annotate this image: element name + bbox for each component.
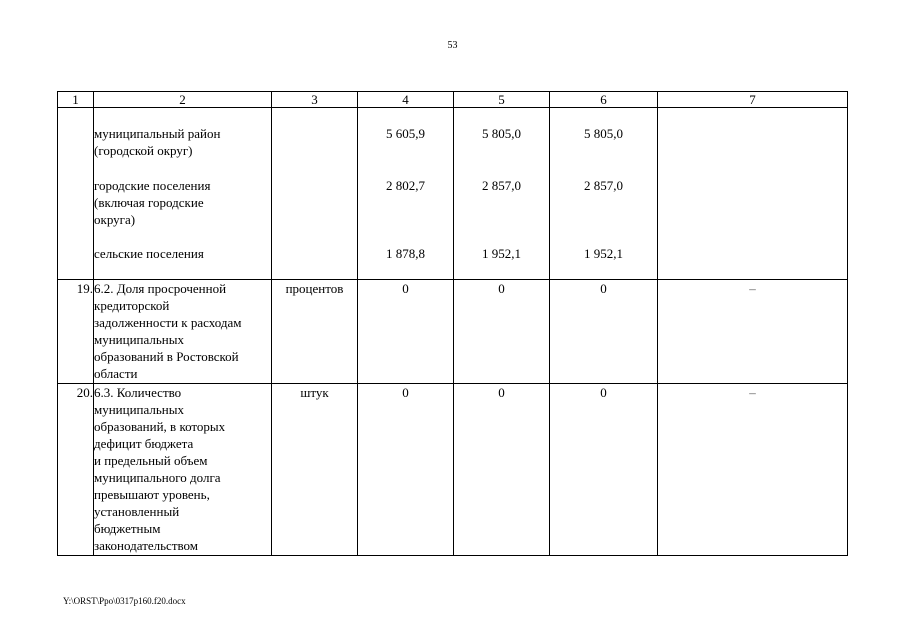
num-cell	[58, 108, 94, 280]
value-cell-4: 0	[358, 384, 454, 556]
subrow-value: 1 952,1	[584, 246, 623, 261]
table-row	[58, 280, 848, 384]
header-cell: 1	[58, 92, 94, 108]
value-cell-4	[358, 108, 454, 280]
name-cell: 6.3. Количество муниципальных образований, в которых дефицит бюджета и предельный объем муниципального долга превышают уровень, установленный бюджетным законодательством	[94, 384, 272, 556]
subrow-value: 2 802,7	[386, 178, 425, 193]
value-cell-6	[550, 108, 658, 280]
subrow-value: 1 878,8	[386, 246, 425, 261]
subrow-value: 5 605,9	[386, 126, 425, 141]
value-cell-5: 0	[454, 280, 550, 384]
name-cell: 6.2. Доля просроченной кредиторской задолженности к расходам муниципальных образований в Ростовской области	[94, 280, 272, 384]
subrow-value: 2 857,0	[482, 178, 521, 193]
name-cell	[94, 108, 272, 280]
data-table	[57, 91, 848, 556]
subrow-value: 5 805,0	[584, 126, 623, 141]
value-cell-7	[658, 108, 848, 280]
header-cell: 5	[454, 92, 550, 108]
table-row	[58, 384, 848, 556]
value-cell-6: 0	[550, 280, 658, 384]
header-cell: 6	[550, 92, 658, 108]
subrow-value: 2 857,0	[584, 178, 623, 193]
subrow-name: сельские поселения	[94, 246, 204, 261]
table-header-row	[58, 92, 848, 108]
value-cell-5	[454, 108, 550, 280]
subrow-name: муниципальный район (городской округ)	[94, 126, 221, 158]
header-cell: 4	[358, 92, 454, 108]
subrow-value: 5 805,0	[482, 126, 521, 141]
header-cell: 7	[658, 92, 848, 108]
value-cell-7: –	[658, 280, 848, 384]
num-cell: 19.	[58, 280, 94, 384]
header-cell: 2	[94, 92, 272, 108]
subrow-value: 1 952,1	[482, 246, 521, 261]
unit-cell	[272, 108, 358, 280]
header-cell: 3	[272, 92, 358, 108]
value-cell-7: –	[658, 384, 848, 556]
subrow-name: городские поселения (включая городские округа)	[94, 178, 211, 227]
unit-cell: процентов	[272, 280, 358, 384]
page-number: 53	[447, 40, 458, 51]
value-cell-4: 0	[358, 280, 454, 384]
unit-cell: штук	[272, 384, 358, 556]
value-cell-5: 0	[454, 384, 550, 556]
value-cell-6: 0	[550, 384, 658, 556]
table-row-subitems	[58, 108, 848, 280]
footer-file-path: Y:\ORST\Ppo\0317p160.f20.docx	[63, 596, 186, 606]
num-cell: 20.	[58, 384, 94, 556]
